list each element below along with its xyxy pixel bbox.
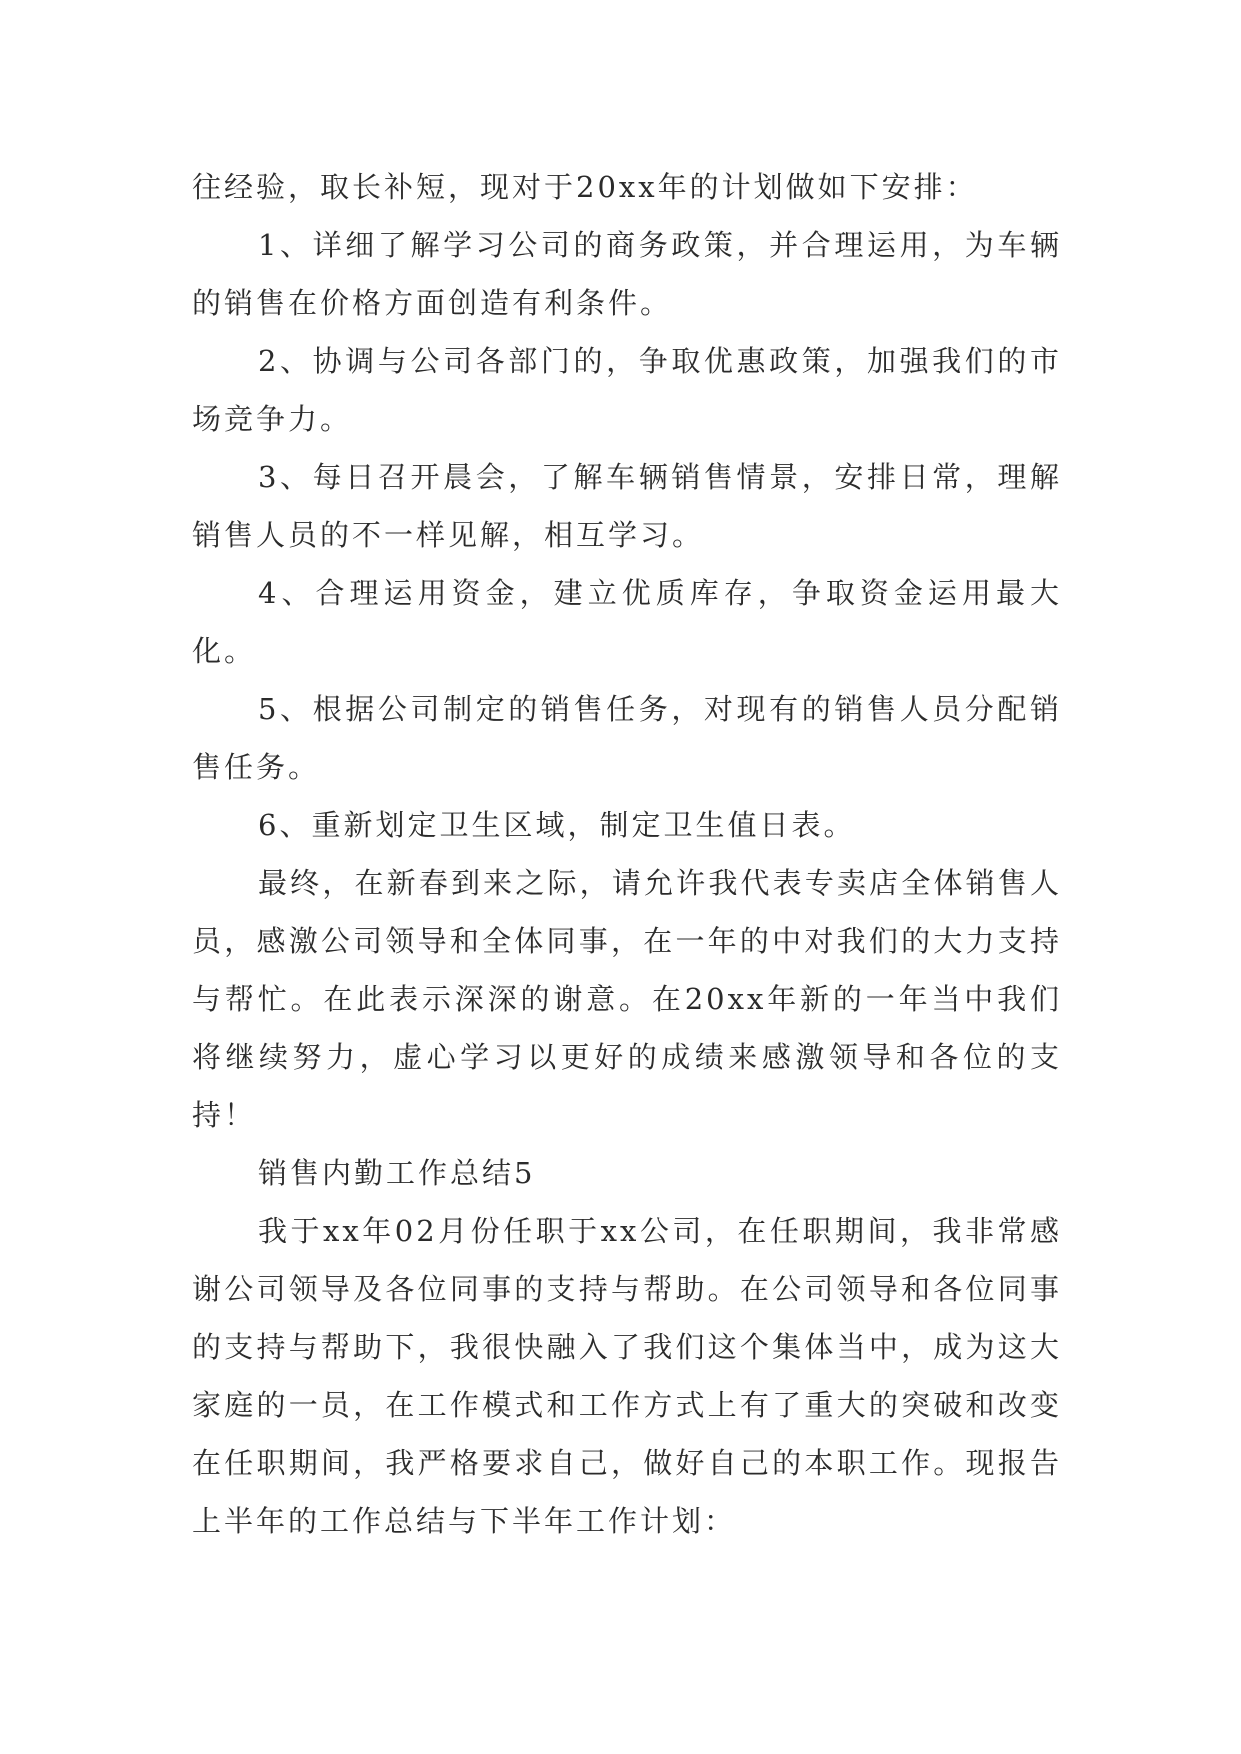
paragraph-plan-item-6: 6、重新划定卫生区域，制定卫生值日表。: [258, 808, 856, 842]
paragraph-plan-item-5: 5、根据公司制定的销售任务，对现有的销售人员分配销售任务。: [192, 692, 1062, 784]
paragraph-plan-intro: 往经验，取长补短，现对于20xx年的计划做如下安排：: [192, 170, 978, 204]
section-heading: 销售内勤工作总结5: [258, 1156, 536, 1190]
paragraph-plan-item-2: 2、协调与公司各部门的，争取优惠政策，加强我们的市场竞争力。: [192, 344, 1062, 436]
paragraph-plan-item-3: 3、每日召开晨会，了解车辆销售情景，安排日常，理解销售人员的不一样见解，相互学习。: [192, 460, 1062, 552]
paragraph-plan-item-1: 1、详细了解学习公司的商务政策，并合理运用，为车辆的销售在价格方面创造有利条件。: [192, 228, 1062, 320]
paragraph-summary-intro: 我于xx年02月份任职于xx公司，在任职期间，我非常感谢公司领导及各位同事的支持与帮助。在公司领导和各位同事的支持与帮助下，我很快融入了我们这个集体当中，成为这大家庭的一员，在工作模式和工作方式上有了重大的突破和改变在任职期间，我严格要求自己，做好自己的本职工作。现报告上半年的工作总结与下半年工作计划：: [192, 1214, 1062, 1538]
paragraph-plan-item-4: 4、合理运用资金，建立优质库存，争取资金运用最大化。: [192, 576, 1062, 668]
paragraph-closing: 最终，在新春到来之际，请允许我代表专卖店全体销售人员，感激公司领导和全体同事，在一年的中对我们的大力支持与帮忙。在此表示深深的谢意。在20xx年新的一年当中我们将继续努力，虚心学习以更好的成绩来感激领导和各位的支持！: [192, 866, 1062, 1132]
document-body: [192, 158, 1062, 1550]
